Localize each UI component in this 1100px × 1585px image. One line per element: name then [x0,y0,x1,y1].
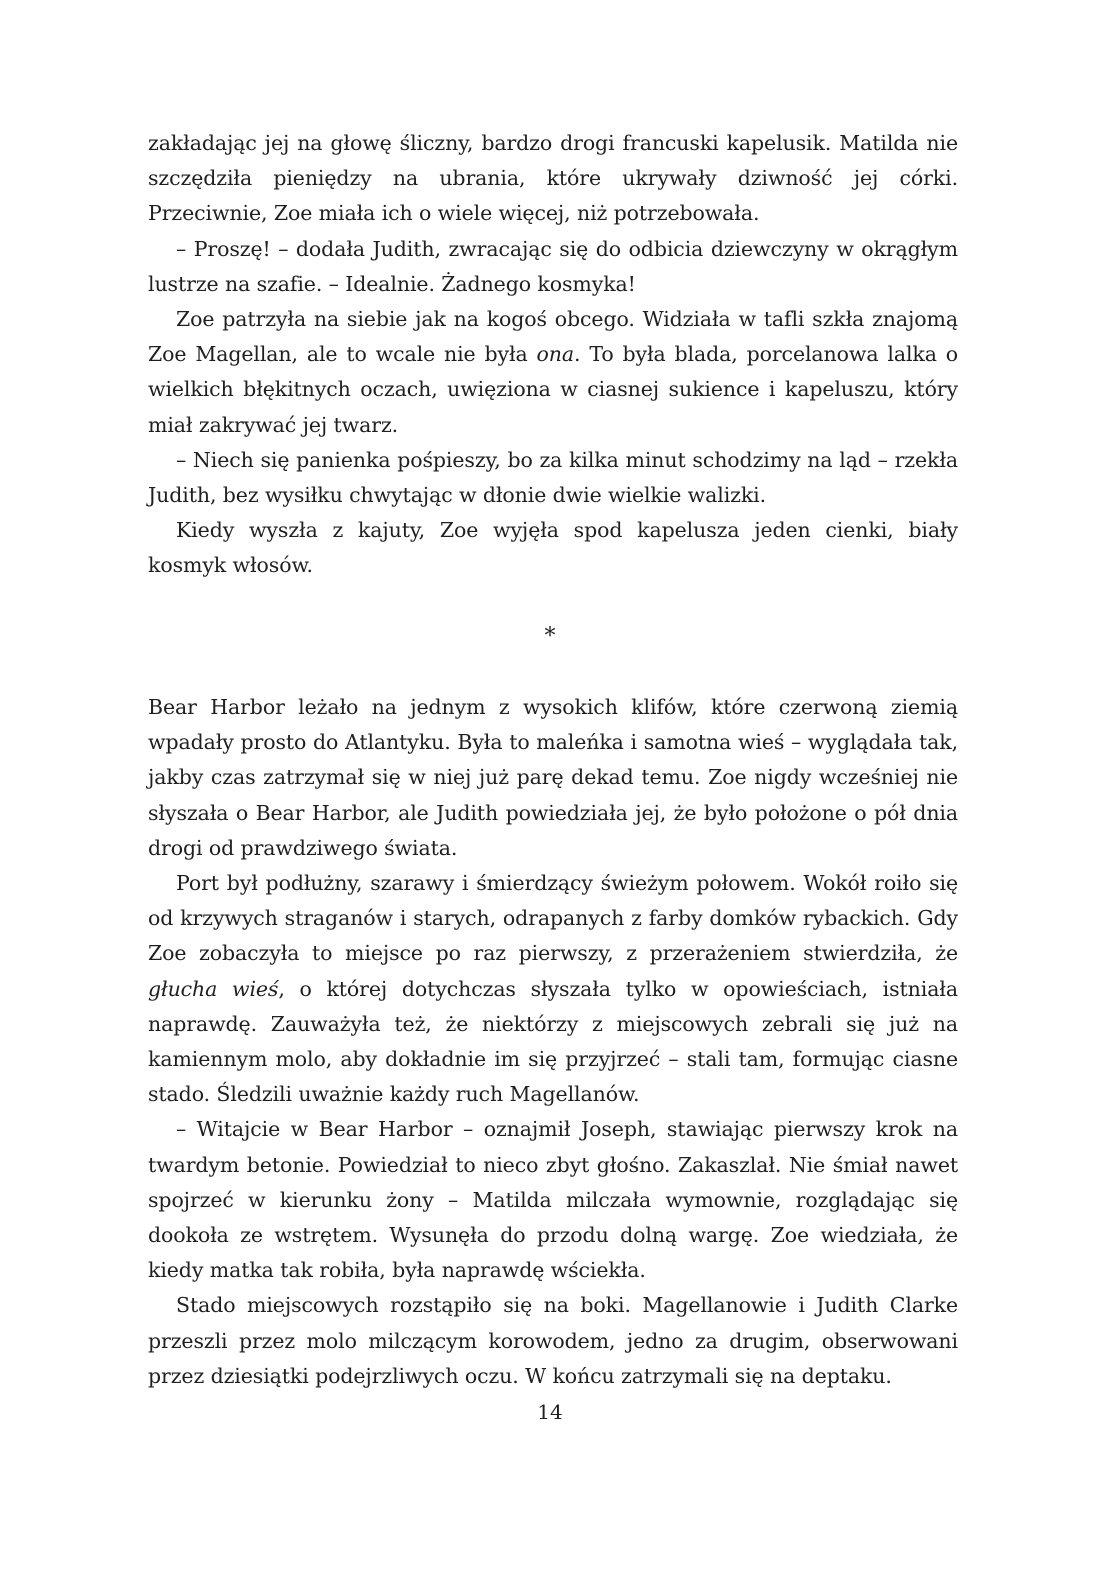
text-section-2 [148,690,958,1394]
paragraph-text: Zoe patrzyła na siebie jak na kogoś obcego. Widziała w tafli szkła znajomą Zoe Magellan, ale to wcale nie była [148,307,958,367]
scene-break-asterisk: * [544,624,556,649]
paragraph: Kiedy wyszła z kajuty, Zoe wyjęła spod kapelusza jeden cienki, biały kosmyk włosów. [148,518,958,578]
paragraph: – Proszę! – dodała Judith, zwracając się do odbicia dziewczyny w okrągłym lustrze na szafie. – Idealnie. Żadnego kosmyka! [148,236,958,296]
page-number: 14 [537,1400,563,1424]
emphasized-text: głucha wieś [148,976,279,1001]
paragraph: Stado miejscowych rozstąpiło się na boki. Magellanowie i Judith Clarke przeszli przez molo milczącym korowodem, jedno za drugim, obserwowani przez dziesiątki podejrzliwych oczu. W końcu zatrzymali się na deptaku. [148,1293,958,1388]
paragraph-text: , o której dotychczas słyszała tylko w opowieściach, istniała naprawdę. Zauważyła też, że niektórzy z miejscowych zebrali się już na kamiennym molo, aby dokładnie im się przyjrzeć – stali tam, formując ciasne stado. Śledzili uważnie każdy ruch Magellanów. [148,976,958,1107]
emphasized-text: ona [536,342,575,367]
paragraph [148,302,958,443]
paragraph [148,866,958,1112]
paragraph: – Witajcie w Bear Harbor – oznajmił Joseph, stawiając pierwszy krok na twardym betonie. Powiedział to nieco zbyt głośno. Zakaszlał. Nie śmiał nawet spojrzeć w kierunku żony – Matilda milczała wymownie, rozglądając się dookoła ze wstrętem. Wysunęła do przodu dolną wargę. Zoe wiedziała, że kiedy matka tak robiła, była naprawdę wściekła. [148,1117,958,1283]
paragraph-text: Port był podłużny, szarawy i śmierdzący świeżym połowem. Wokół roiło się od krzywych straganów i starych, odrapanych z farby domków rybackich. Gdy Zoe zobaczyła to miejsce po raz pierwszy, z przerażeniem stwierdziła, że [148,871,958,966]
text-section-1 [148,126,958,584]
paragraph: zakładając jej na głowę śliczny, bardzo drogi francuski kapelusik. Matilda nie szczędziła pieniędzy na ubrania, które ukrywały dziwność jej córki. Przeciwnie, Zoe miała ich o wiele więcej, niż potrzebowała. [148,131,958,226]
paragraph: Bear Harbor leżało na jednym z wysokich klifów, które czerwoną ziemią wpadały prosto do Atlantyku. Była to maleńka i samotna wieś – wyglądała tak, jakby czas zatrzymał się w niej już parę dekad temu. Zoe nigdy wcześniej nie słyszała o Bear Harbor, ale Judith powiedziała jej, że było położone o pół dnia drogi od prawdziwego świata. [148,695,958,860]
paragraph: – Niech się panienka pośpieszy, bo za kilka minut schodzimy na ląd – rzekła Judith, bez wysiłku chwytając w dłonie dwie wielkie walizki. [148,447,958,508]
paragraph-text: . To była blada, porcelanowa lalka o wielkich błękitnych oczach, uwięziona w ciasnej sukience i kapeluszu, który miał zakrywać jej twarz. [148,342,958,437]
